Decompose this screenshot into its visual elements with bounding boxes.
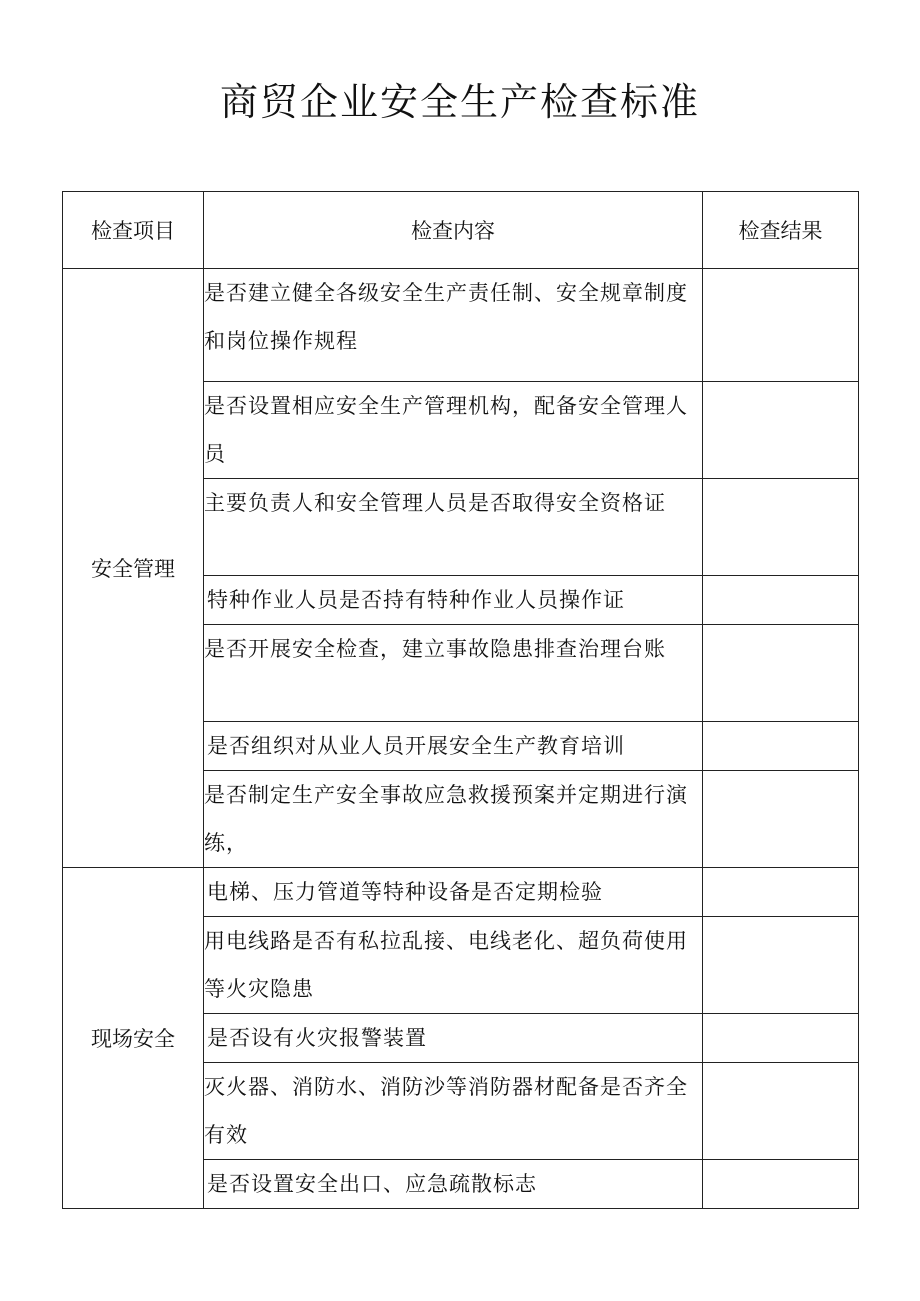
check-content: 是否组织对从业人员开展安全生产教育培训 — [204, 722, 703, 771]
check-content: 灭火器、消防水、消防沙等消防器材配备是否齐全有效 — [204, 1063, 703, 1160]
table-row — [63, 868, 859, 917]
check-content: 用电线路是否有私拉乱接、电线老化、超负荷使用等火灾隐患 — [204, 917, 703, 1014]
check-result-cell[interactable] — [703, 625, 859, 722]
check-result-cell[interactable] — [703, 722, 859, 771]
check-content: 是否开展安全检查，建立事故隐患排查治理台账 — [204, 625, 703, 722]
check-result-cell[interactable] — [703, 382, 859, 479]
header-content: 检查内容 — [204, 192, 703, 269]
header-result: 检查结果 — [703, 192, 859, 269]
check-result-cell[interactable] — [703, 1014, 859, 1063]
table-header-row — [63, 192, 859, 269]
check-content: 是否设置安全出口、应急疏散标志 — [204, 1160, 703, 1209]
check-content: 主要负责人和安全管理人员是否取得安全资格证 — [204, 479, 703, 576]
category-safety-management: 安全管理 — [63, 269, 204, 868]
check-content: 是否设有火灾报警装置 — [204, 1014, 703, 1063]
check-result-cell[interactable] — [703, 917, 859, 1014]
page-title: 商贸企业安全生产检查标准 — [219, 80, 700, 124]
inspection-table — [62, 191, 859, 1209]
table-row — [63, 269, 859, 382]
header-item: 检查项目 — [63, 192, 204, 269]
check-result-cell[interactable] — [703, 1160, 859, 1209]
check-result-cell[interactable] — [703, 771, 859, 868]
check-content: 是否建立健全各级安全生产责任制、安全规章制度和岗位操作规程 — [204, 269, 703, 382]
check-result-cell[interactable] — [703, 479, 859, 576]
category-site-safety: 现场安全 — [63, 868, 204, 1209]
check-content: 特种作业人员是否持有特种作业人员操作证 — [204, 576, 703, 625]
check-result-cell[interactable] — [703, 269, 859, 382]
check-result-cell[interactable] — [703, 868, 859, 917]
check-content: 是否设置相应安全生产管理机构，配备安全管理人员 — [204, 382, 703, 479]
check-content: 是否制定生产安全事故应急救援预案并定期进行演练， — [204, 771, 703, 868]
check-result-cell[interactable] — [703, 1063, 859, 1160]
check-content: 电梯、压力管道等特种设备是否定期检验 — [204, 868, 703, 917]
check-result-cell[interactable] — [703, 576, 859, 625]
